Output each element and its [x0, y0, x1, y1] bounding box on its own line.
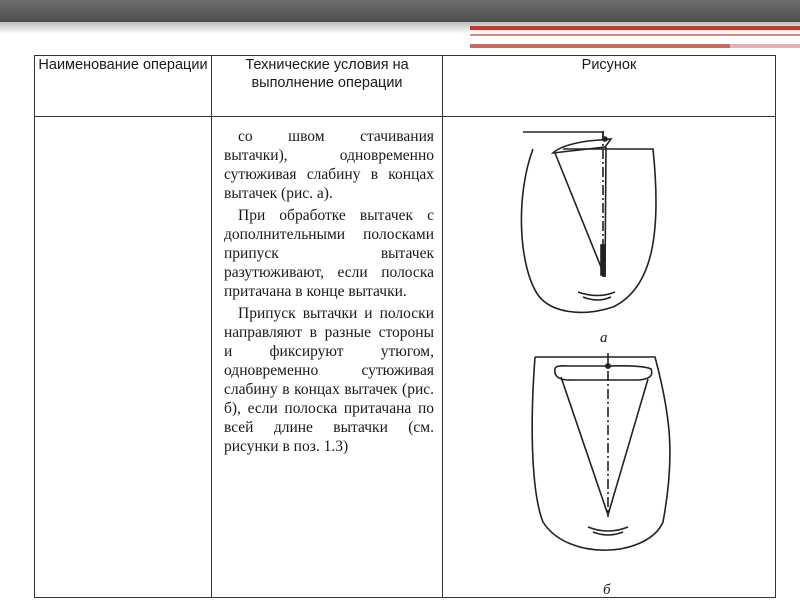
paragraph-3: Припуск вытачки и полоски направляют в разные стороны и фиксируют утюгом, одновременно сутюживая слабину в концах вытачек (рис. б), если полоска притачана по всей длине вытачки (см. рисунки в поз. 1.3)	[224, 305, 434, 455]
paragraph-2: При обработке вытачек с дополнительными полосками припуск вытачек разутюживают, если полоска притачана в конце вытачки.	[224, 207, 434, 300]
decorative-pink-line	[730, 44, 800, 48]
figure-a-drawing	[521, 131, 656, 312]
paragraph-1: со швом стачивания вытачки), одновременно сутюживая слабину в концах вытачек (рис. а).	[224, 128, 434, 202]
figure-area	[443, 117, 775, 597]
cell-tech-conditions	[212, 117, 443, 598]
header-figure: Рисунок	[443, 56, 776, 117]
decorative-red-line-lower	[470, 44, 730, 48]
figure-caption-a: а	[600, 330, 608, 346]
cell-operation-name	[35, 117, 212, 598]
figure-b-drawing	[532, 353, 670, 550]
slide-top-bar	[0, 0, 800, 22]
figure-caption-b: б	[603, 582, 611, 598]
decorative-red-line-thin	[470, 34, 800, 36]
dart-drawings	[443, 117, 783, 597]
decorative-red-line	[470, 26, 800, 30]
cell-figure	[443, 117, 776, 598]
table-header-row	[35, 56, 776, 117]
tech-conditions-text	[212, 117, 442, 456]
header-operation-name: Наименование операции	[35, 56, 212, 117]
operations-table	[34, 55, 776, 598]
header-tech-conditions: Технические условия на выполнение операции	[212, 56, 443, 117]
table-row	[35, 117, 776, 598]
